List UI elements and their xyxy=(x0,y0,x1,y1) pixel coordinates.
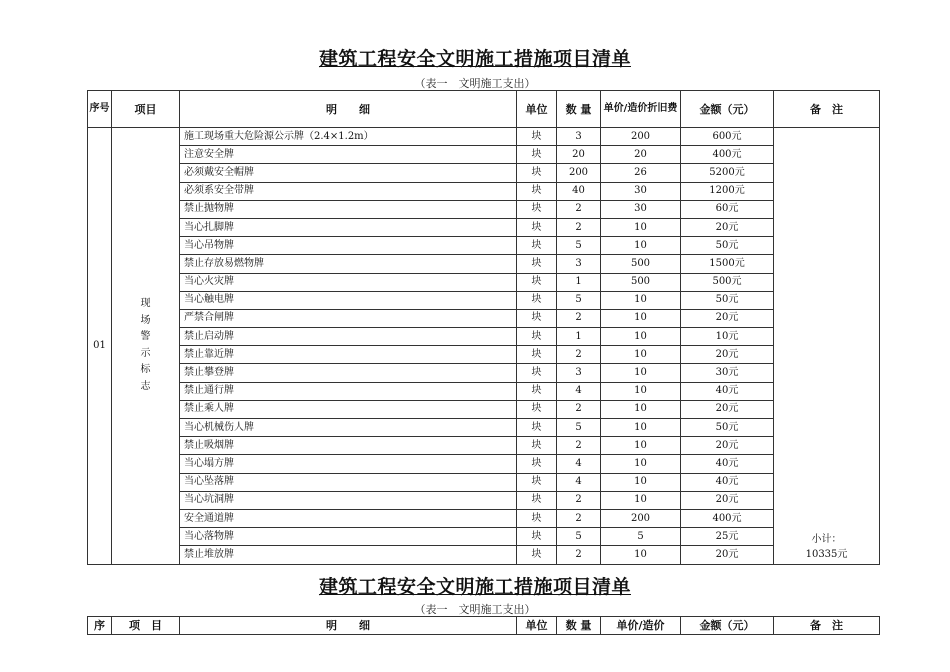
row-detail: 禁止抛物牌 xyxy=(180,200,517,218)
row-qty: 5 xyxy=(557,291,601,309)
row-amount: 30元 xyxy=(681,364,774,382)
table-row xyxy=(88,437,880,455)
row-unit: 块 xyxy=(517,200,557,218)
row-unit: 块 xyxy=(517,437,557,455)
row-amount: 20元 xyxy=(681,218,774,236)
row-detail: 当心坑洞牌 xyxy=(180,491,517,509)
row-unit: 块 xyxy=(517,328,557,346)
row-detail: 禁止攀登牌 xyxy=(180,364,517,382)
header-detail: 明 细 xyxy=(180,91,517,128)
page2-header-item: 项 目 xyxy=(112,617,180,635)
row-qty: 1 xyxy=(557,273,601,291)
row-qty: 2 xyxy=(557,218,601,236)
row-unit: 块 xyxy=(517,164,557,182)
row-unit: 块 xyxy=(517,546,557,564)
row-amount: 10元 xyxy=(681,328,774,346)
row-price: 200 xyxy=(601,128,681,146)
header-seq: 序号 xyxy=(88,91,112,128)
row-amount: 20元 xyxy=(681,437,774,455)
row-unit: 块 xyxy=(517,291,557,309)
table-row xyxy=(88,328,880,346)
row-price: 10 xyxy=(601,491,681,509)
subtotal-label: 小计： xyxy=(811,533,842,545)
row-detail: 严禁合闸牌 xyxy=(180,309,517,327)
row-detail: 当心触电牌 xyxy=(180,291,517,309)
row-amount: 20元 xyxy=(681,309,774,327)
table-row xyxy=(88,346,880,364)
row-detail: 禁止通行牌 xyxy=(180,382,517,400)
row-price: 5 xyxy=(601,528,681,546)
row-price: 10 xyxy=(601,437,681,455)
page2-table-header-row xyxy=(88,617,880,635)
row-detail: 安全通道牌 xyxy=(180,509,517,527)
row-detail: 当心火灾牌 xyxy=(180,273,517,291)
table-row xyxy=(88,309,880,327)
table-row xyxy=(88,218,880,236)
page2-header-remark: 备 注 xyxy=(774,617,880,635)
page2-subtitle: （表一 文明施工支出） xyxy=(414,603,536,616)
measures-table xyxy=(87,90,880,565)
header-price: 单价/造价折旧费 xyxy=(601,91,681,128)
table-row xyxy=(88,291,880,309)
row-amount: 50元 xyxy=(681,291,774,309)
row-unit: 块 xyxy=(517,255,557,273)
row-detail: 当心塌方牌 xyxy=(180,455,517,473)
table-row xyxy=(88,146,880,164)
table-header-row xyxy=(88,91,880,128)
row-amount: 20元 xyxy=(681,546,774,564)
table-row xyxy=(88,182,880,200)
page2-measures-table xyxy=(87,616,880,635)
page2-header-amount: 金额（元） xyxy=(681,617,774,635)
section-item-label: 现场警示标志 xyxy=(140,298,151,392)
row-price: 10 xyxy=(601,237,681,255)
table-row xyxy=(88,273,880,291)
page2-header-qty: 数 量 xyxy=(557,617,601,635)
row-qty: 4 xyxy=(557,473,601,491)
row-detail: 禁止堆放牌 xyxy=(180,546,517,564)
row-unit: 块 xyxy=(517,218,557,236)
page2-header-detail: 明 细 xyxy=(180,617,517,635)
row-detail: 当心机械伤人牌 xyxy=(180,419,517,437)
row-price: 26 xyxy=(601,164,681,182)
row-amount: 40元 xyxy=(681,455,774,473)
row-qty: 4 xyxy=(557,455,601,473)
page-title: 建筑工程安全文明施工措施项目清单 xyxy=(318,48,631,70)
row-unit: 块 xyxy=(517,509,557,527)
row-qty: 2 xyxy=(557,200,601,218)
table-row xyxy=(88,491,880,509)
page-subtitle: （表一 文明施工支出） xyxy=(414,77,536,90)
row-detail: 必须戴安全帽牌 xyxy=(180,164,517,182)
row-detail: 禁止乘人牌 xyxy=(180,400,517,418)
row-unit: 块 xyxy=(517,346,557,364)
row-detail: 注意安全牌 xyxy=(180,146,517,164)
row-unit: 块 xyxy=(517,146,557,164)
table-row xyxy=(88,382,880,400)
row-unit: 块 xyxy=(517,364,557,382)
table-row xyxy=(88,400,880,418)
header-qty: 数 量 xyxy=(557,91,601,128)
row-amount: 5200元 xyxy=(681,164,774,182)
row-detail: 当心落物牌 xyxy=(180,528,517,546)
row-price: 10 xyxy=(601,419,681,437)
section-item xyxy=(112,128,180,565)
row-unit: 块 xyxy=(517,128,557,146)
row-qty: 20 xyxy=(557,146,601,164)
table-row xyxy=(88,473,880,491)
section-remark xyxy=(774,128,880,565)
table-row xyxy=(88,455,880,473)
row-amount: 40元 xyxy=(681,473,774,491)
table-row xyxy=(88,237,880,255)
row-price: 10 xyxy=(601,382,681,400)
table-row xyxy=(88,419,880,437)
row-price: 200 xyxy=(601,509,681,527)
table-row xyxy=(88,128,880,146)
row-qty: 2 xyxy=(557,546,601,564)
row-qty: 5 xyxy=(557,528,601,546)
header-amount: 金额（元） xyxy=(681,91,774,128)
row-detail: 必须系安全带牌 xyxy=(180,182,517,200)
page2-header-seq: 序 xyxy=(88,617,112,635)
header-item: 项目 xyxy=(112,91,180,128)
row-qty: 1 xyxy=(557,328,601,346)
row-price: 30 xyxy=(601,200,681,218)
row-amount: 50元 xyxy=(681,419,774,437)
row-amount: 400元 xyxy=(681,509,774,527)
row-amount: 25元 xyxy=(681,528,774,546)
row-qty: 3 xyxy=(557,128,601,146)
row-price: 10 xyxy=(601,546,681,564)
row-qty: 5 xyxy=(557,237,601,255)
row-detail: 禁止靠近牌 xyxy=(180,346,517,364)
row-qty: 2 xyxy=(557,346,601,364)
row-amount: 60元 xyxy=(681,200,774,218)
table-row xyxy=(88,528,880,546)
row-qty: 3 xyxy=(557,255,601,273)
row-amount: 600元 xyxy=(681,128,774,146)
row-amount: 50元 xyxy=(681,237,774,255)
row-amount: 20元 xyxy=(681,400,774,418)
row-price: 10 xyxy=(601,364,681,382)
row-amount: 40元 xyxy=(681,382,774,400)
row-amount: 1500元 xyxy=(681,255,774,273)
subtotal-value: 10335元 xyxy=(805,548,848,560)
row-unit: 块 xyxy=(517,273,557,291)
row-price: 10 xyxy=(601,455,681,473)
row-detail: 禁止启动牌 xyxy=(180,328,517,346)
row-price: 500 xyxy=(601,255,681,273)
row-qty: 2 xyxy=(557,437,601,455)
page2-title: 建筑工程安全文明施工措施项目清单 xyxy=(318,576,631,598)
row-unit: 块 xyxy=(517,473,557,491)
row-price: 20 xyxy=(601,146,681,164)
table-row xyxy=(88,255,880,273)
header-remark: 备 注 xyxy=(774,91,880,128)
row-unit: 块 xyxy=(517,382,557,400)
row-price: 10 xyxy=(601,328,681,346)
row-unit: 块 xyxy=(517,528,557,546)
row-amount: 20元 xyxy=(681,346,774,364)
row-detail: 禁止吸烟牌 xyxy=(180,437,517,455)
row-unit: 块 xyxy=(517,455,557,473)
row-unit: 块 xyxy=(517,419,557,437)
page2-header-unit: 单位 xyxy=(517,617,557,635)
table-row xyxy=(88,364,880,382)
row-detail: 禁止存放易燃物牌 xyxy=(180,255,517,273)
table-body xyxy=(88,128,880,565)
row-unit: 块 xyxy=(517,309,557,327)
table-row xyxy=(88,200,880,218)
row-amount: 400元 xyxy=(681,146,774,164)
row-price: 10 xyxy=(601,473,681,491)
row-qty: 40 xyxy=(557,182,601,200)
row-price: 10 xyxy=(601,218,681,236)
row-qty: 2 xyxy=(557,509,601,527)
table-row xyxy=(88,546,880,564)
row-qty: 2 xyxy=(557,309,601,327)
row-qty: 4 xyxy=(557,382,601,400)
row-qty: 3 xyxy=(557,364,601,382)
row-price: 500 xyxy=(601,273,681,291)
row-qty: 2 xyxy=(557,400,601,418)
row-unit: 块 xyxy=(517,491,557,509)
row-amount: 500元 xyxy=(681,273,774,291)
row-price: 30 xyxy=(601,182,681,200)
table-row xyxy=(88,164,880,182)
table-row xyxy=(88,509,880,527)
row-detail: 施工现场重大危险源公示牌（2.4×1.2m） xyxy=(180,128,517,146)
section-seq: 01 xyxy=(88,128,112,565)
row-price: 10 xyxy=(601,400,681,418)
row-detail: 当心扎脚牌 xyxy=(180,218,517,236)
row-price: 10 xyxy=(601,291,681,309)
row-price: 10 xyxy=(601,309,681,327)
row-qty: 5 xyxy=(557,419,601,437)
row-detail: 当心吊物牌 xyxy=(180,237,517,255)
row-qty: 200 xyxy=(557,164,601,182)
header-unit: 单位 xyxy=(517,91,557,128)
row-detail: 当心坠落牌 xyxy=(180,473,517,491)
row-unit: 块 xyxy=(517,400,557,418)
row-price: 10 xyxy=(601,346,681,364)
page2-header-price: 单价/造价 xyxy=(601,617,681,635)
row-unit: 块 xyxy=(517,182,557,200)
row-qty: 2 xyxy=(557,491,601,509)
row-unit: 块 xyxy=(517,237,557,255)
row-amount: 1200元 xyxy=(681,182,774,200)
row-amount: 20元 xyxy=(681,491,774,509)
